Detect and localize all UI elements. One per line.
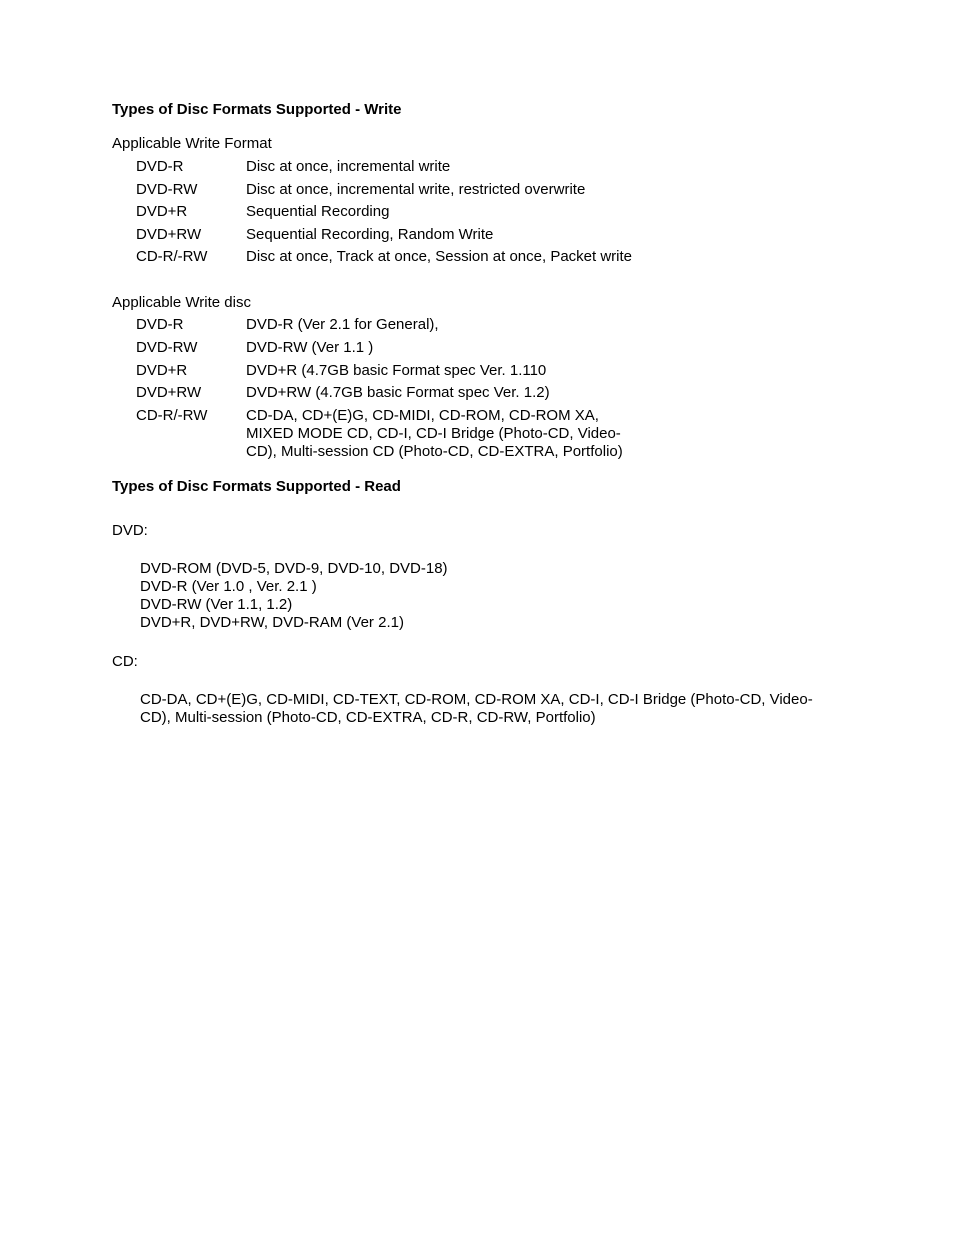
disc-desc: DVD-R (Ver 2.1 for General), bbox=[246, 316, 439, 333]
write-format-row bbox=[136, 203, 836, 226]
write-format-row bbox=[136, 181, 836, 204]
write-format-table bbox=[136, 158, 836, 271]
write-format-row bbox=[136, 158, 836, 181]
format-term: DVD+RW bbox=[136, 225, 202, 243]
write-format-row bbox=[136, 248, 836, 271]
disc-desc: DVD-RW (Ver 1.1 ) bbox=[246, 338, 374, 356]
write-disc-row bbox=[136, 316, 836, 339]
dvd-read-item: DVD-ROM (DVD-5, DVD-9, DVD-10, DVD-18) bbox=[140, 560, 448, 577]
format-desc: Disc at once, Track at once, Session at once, Packet write bbox=[246, 248, 633, 265]
write-format-row bbox=[136, 226, 836, 249]
format-desc: Sequential Recording bbox=[246, 203, 390, 220]
write-format-label: Applicable Write Format bbox=[112, 135, 272, 152]
write-disc-table bbox=[136, 316, 836, 461]
disc-term: DVD-R bbox=[136, 316, 184, 333]
dvd-read-list bbox=[140, 560, 448, 632]
write-disc-row bbox=[136, 362, 836, 385]
disc-term: DVD+R bbox=[136, 361, 188, 379]
read-section-heading: Types of Disc Formats Supported - Read bbox=[112, 478, 401, 495]
format-desc: Disc at once, incremental write, restricted overwrite bbox=[246, 180, 586, 198]
format-desc: Sequential Recording, Random Write bbox=[246, 225, 494, 243]
disc-term: DVD-RW bbox=[136, 338, 198, 356]
format-desc: Disc at once, incremental write bbox=[246, 158, 451, 175]
dvd-read-item: DVD-RW (Ver 1.1, 1.2) bbox=[140, 596, 293, 613]
disc-desc: DVD+R (4.7GB basic Format spec Ver. 1.110 bbox=[246, 361, 547, 379]
format-term: DVD-RW bbox=[136, 180, 198, 198]
disc-term: DVD+RW bbox=[136, 384, 202, 402]
disc-term: CD-R/-RW bbox=[136, 407, 208, 425]
disc-desc: DVD+RW (4.7GB basic Format spec Ver. 1.2) bbox=[246, 384, 550, 402]
format-term: DVD-R bbox=[136, 158, 184, 175]
dvd-read-item: DVD-R (Ver 1.0 , Ver. 2.1 ) bbox=[140, 578, 317, 595]
write-disc-row bbox=[136, 339, 836, 362]
write-disc-row bbox=[136, 407, 836, 461]
format-term: CD-R/-RW bbox=[136, 248, 208, 265]
format-term: DVD+R bbox=[136, 203, 188, 220]
dvd-read-item: DVD+R, DVD+RW, DVD-RAM (Ver 2.1) bbox=[140, 614, 404, 631]
cd-read-text: CD-DA, CD+(E)G, CD-MIDI, CD-TEXT, CD-ROM, CD-ROM XA, CD-I, CD-I Bridge (Photo-CD, Video-CD), Multi-session (Photo-CD, CD-EXTRA, CD-R, CD-RW, Portfolio) bbox=[140, 691, 813, 726]
dvd-label: DVD: bbox=[112, 522, 148, 539]
cd-label: CD: bbox=[112, 653, 138, 670]
write-disc-row bbox=[136, 384, 836, 407]
write-section-heading: Types of Disc Formats Supported - Write bbox=[112, 101, 402, 118]
write-disc-label: Applicable Write disc bbox=[112, 294, 251, 311]
disc-desc: CD-DA, CD+(E)G, CD-MIDI, CD-ROM, CD-ROM XA, MIXED MODE CD, CD-I, CD-I Bridge (Photo-CD, Video-CD), Multi-session CD (Photo-CD, CD-EXTRA, Portfolio) bbox=[246, 407, 623, 461]
